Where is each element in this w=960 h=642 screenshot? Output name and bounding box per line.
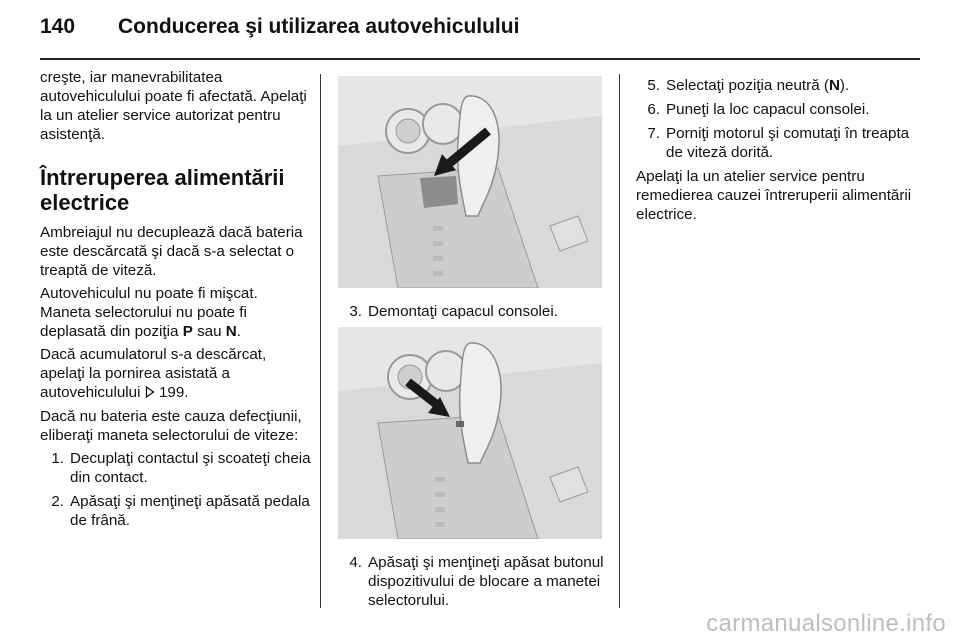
paragraph-selector-lever: Autovehiculul nu poate fi mişcat. Maneta selectorului nu poate fi deplasată din poziţia P sau N.: [40, 285, 258, 340]
column-3: [636, 68, 916, 228]
list-item: 7. Porniţi motorul şi comutaţi în treapta de viteză dorită.: [647, 125, 910, 161]
paragraph-release-lever: Dacă nu bateria este cauza defecţiunii, eliberaţi maneta selectorului de viteze:: [40, 408, 302, 444]
paragraph-clutch: Ambreiajul nu decuplează dacă bateria este descărcată şi dacă s-a selectat o treaptă de viteză.: [40, 224, 303, 279]
closing-paragraph: Apelaţi la un atelier service pentru remedierea cauzei întreruperii alimentării electrice.: [636, 168, 912, 223]
column-1: [40, 68, 312, 535]
page-title: Conducerea şi utilizarea autovehiculului: [118, 15, 520, 38]
section-heading: Întreruperea alimentării electrice: [40, 165, 285, 215]
watermark: carmanualsonline.info: [706, 610, 946, 637]
column-divider: [320, 74, 321, 608]
list-item: 4. Apăsaţi şi menţineţi apăsat butonul dispozitivului de blocare a manetei selectorului.: [349, 554, 604, 609]
position-p: P: [182, 323, 193, 340]
console-cover-illustration: [338, 76, 602, 288]
position-n: N: [828, 77, 840, 94]
intro-paragraph: creşte, iar manevrabilitatea autovehiculului poate fi afectată. Apelaţi la un atelier service autorizat pentru asistenţă.: [40, 69, 307, 143]
paragraph-jump-start: Dacă acumulatorul s-a descărcat, apelaţi la pornirea asistată a autovehiculului 199.: [40, 346, 267, 401]
arrow-ref-icon: [145, 384, 155, 403]
steps-list: [40, 449, 312, 530]
list-item: 1. Decuplaţi contactul şi scoateţi cheia din contact.: [51, 450, 311, 486]
steps-list-continued: [636, 76, 916, 162]
caption-list-2: [338, 553, 608, 610]
page-reference-link[interactable]: 199.: [158, 384, 189, 401]
list-item: 2. Apăsaţi şi menţineţi apăsată pedala de frână.: [51, 493, 310, 529]
list-item: 5. Selectaţi poziţia neutră (N).: [647, 77, 850, 94]
header-divider: [40, 58, 920, 60]
caption-list-1: [338, 302, 608, 321]
release-button-illustration: [338, 327, 602, 539]
position-n: N: [225, 323, 237, 340]
column-2: [338, 68, 608, 615]
list-item: 3. Demontaţi capacul consolei.: [349, 303, 558, 320]
column-divider: [619, 74, 620, 608]
page-number: 140: [40, 15, 76, 38]
list-item: 6. Puneţi la loc capacul consolei.: [647, 101, 870, 118]
